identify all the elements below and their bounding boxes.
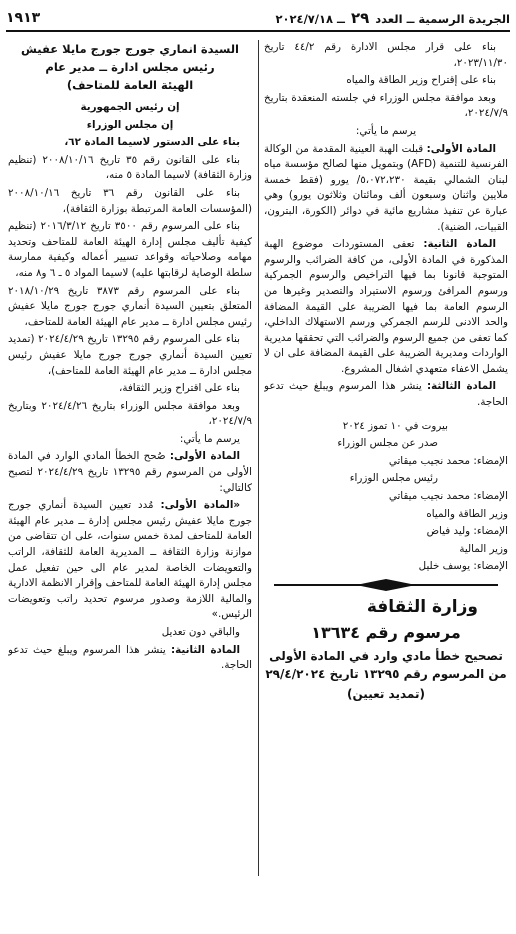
issue-number: ٢٩ [350, 9, 370, 27]
article-label: «المادة الأولى: [160, 499, 240, 512]
signature-label: الإمضاء: [473, 454, 508, 467]
article-label: المادة الأولى: [426, 142, 496, 155]
page-number: ١٩١٣ [6, 10, 41, 26]
paragraph: بناء على اقتراح وزير الثقافة، [119, 382, 240, 395]
title-line: الهيئة العامة للمتاحف) [66, 78, 194, 92]
title-line: رئيس مجلس ادارة ــ مدير عام [45, 60, 215, 74]
council-line: إن مجلس الوزراء [86, 118, 174, 131]
gazette-name: الجريدة الرسمية ــ العدد [375, 12, 510, 26]
signature [264, 454, 508, 470]
article-3 [264, 379, 508, 410]
paragraph: بناء على القانون رقم ٣٥ تاريخ ٢٠٠٨/١٠/١٦ (تنظيم وزارة الثقافة) لاسيما المادة ٥ منه، [8, 153, 252, 182]
column-divider [258, 40, 259, 876]
right-column [264, 40, 508, 926]
decree-subject-note: (تمديد تعيين) [347, 687, 425, 701]
place-date: بيروت في ١٠ تموز ٢٠٢٤ [342, 419, 448, 432]
signatory-title: رئيس مجلس الوزراء [349, 472, 438, 485]
decree-intro: يرسم ما يأتي: [179, 432, 240, 445]
remainder-line: والباقي دون تعديل [161, 626, 240, 638]
constitution-line: بناء على الدستور لاسيما المادة ٦٢، [64, 136, 240, 149]
article-2 [264, 237, 508, 377]
paragraph: بناء على القانون رقم ٣٦ تاريخ ٢٠٠٨/١٠/١٦ (المؤسسات العامة المرتبطة بوزارة الثقافة)، [8, 186, 252, 215]
paragraph: بناء على قرار مجلس الادارة رقم ٤٤/٢ تاريخ ٢٠٢٣/١١/٣٠، [264, 41, 508, 69]
article-text: مُدد تعيين السيدة أنماري جورج جورج مايلا عفيش رئيس مجلس إدارة ــ مدير عام الهيئة العامة للمتاحف لمدة خمس سنوات، على ان تتقاضى من موازنة وزارة الثقافة ــ المديرية العامة للثقافة، الراتب والتعويضات الخاصة لمدير عام الى حين تفعيل عمل مجلس إدارة الهيئة العامة للمتاحف وإقرار الانظمة الادارية والمالية اللازمة وصدور مرسوم تحديد راتب وتعويضات الرئيس.» [8, 499, 252, 621]
president-line: إن رئيس الجمهورية [80, 101, 180, 113]
decree-intro: يرسم ما يأتي: [355, 124, 417, 137]
article-label: المادة الثانية: [423, 238, 496, 251]
signature-name: وليد فياض [426, 525, 471, 538]
signature-name: محمد نجيب ميقاتي [388, 454, 471, 467]
paragraph: بناء على المرسوم رقم ٣٨٧٣ تاريخ ٢٠١٨/١٠/٢٩ المتعلق بتعيين السيدة أنماري جورج جورج مايلا عفيش رئيس مجلس ادارة ــ مدير عام الهيئة العامة للمتاحف، [8, 284, 252, 328]
paragraph: بناء على المرسوم رقم ٣٥٠٠ تاريخ ٢٠١٦/٣/١٢ (تنظيم كيفية تأليف مجلس إدارة الهيئة العامة للمتاحف وتحديد مهامه وصلاحياته وقواعد تسيير أعماله وكيفية ممارسة سلطة الوصاية لرقابتها عليه) لاسيما المواد ٥ ـ ٦ و٨ منه، [8, 220, 252, 279]
signature-name: يوسف خليل [418, 560, 471, 573]
page-header [6, 6, 510, 32]
article-text: تعفى المستوردات موضوع الهبة المذكورة في المادة الأولى، من كافة الضرائب والرسوم المتوجبة قانونا بما فيها التراخيص والرسوم الجمركية ورسوم المرافئ ورسوم الاستيراد والتصدير وغيرها من الرسوم العامة بما فيها الضريبة على القيمة المضافة والحد الادنى للرسم الجمركي ورسم الاستهلاك الداخلي، كما تعفى من جميع الرسوم والضرائب التي تحققها مديرية الواردات ومديرية الضريبة على القيمة المضافة على ان لا يشمل الاعفاء متعهدي اشغال المشروع. [264, 238, 508, 375]
signature [264, 559, 508, 575]
signatory-title: وزير المالية [459, 542, 508, 555]
article-1 [8, 449, 252, 496]
signatory-title: وزير الطاقة والمياه [426, 507, 508, 520]
article-label: المادة الثانية: [171, 643, 240, 656]
article-text: ينشر هذا المرسوم ويبلغ حيث تدعو الحاجة. [264, 380, 508, 409]
issue-date: ــ ٢٠٢٤/٧/١٨ [275, 12, 345, 26]
signature [264, 524, 508, 540]
article-text: صُحح الخطأ المادي الوارد في المادة الأولى من المرسوم رقم ١٣٢٩٥ تاريخ ٢٠٢٤/٤/٢٩ لتصبح كالتالي: [8, 450, 252, 494]
section-separator [274, 579, 498, 591]
article-1 [264, 142, 508, 236]
signature-label: الإمضاء: [473, 560, 508, 573]
paragraph: وبعد موافقة مجلس الوزراء في جلسته المنعقدة بتاريخ ٢٠٢٤/٧/٩، [264, 91, 508, 120]
article-label: المادة الثالثة: [427, 380, 496, 393]
issued-by: صدر عن مجلس الوزراء [337, 437, 438, 450]
paragraph: بناء على المرسوم رقم ١٣٢٩٥ تاريخ ٢٠٢٤/٤/٢٩ (تمديد تعيين السيدة أنماري جورج جورج مايلا عفيش رئيس مجلس ادارة ــ مدير عام الهيئة العامة للمتاحف)، [8, 333, 252, 377]
article-text: ينشر هذا المرسوم ويبلغ حيث تدعو الحاجة. [8, 643, 252, 672]
paragraph: وبعد موافقة مجلس الوزراء بتاريخ ٢٠٢٤/٤/٢٦ وبتاريخ ٢٠٢٤/٧/٩، [8, 399, 252, 428]
decree-title [8, 40, 252, 94]
decree-subject: تصحيح خطأ مادي وارد في المادة الأولى من المرسوم رقم ١٣٢٩٥ تاريخ ٢٩/٤/٢٠٢٤ [265, 649, 507, 681]
gazette-masthead [276, 9, 511, 27]
ministry-heading: وزارة الثقافة [366, 597, 478, 617]
paragraph: بناء على إقتراح وزير الطاقة والمياه [346, 74, 496, 87]
decree-number: مرسوم رقم ١٣٦٣٤ [311, 623, 461, 642]
article-2 [8, 643, 252, 674]
signature [264, 489, 508, 505]
signature-label: الإمضاء: [473, 525, 508, 538]
article-label: المادة الأولى: [169, 450, 240, 463]
article-text: قبلت الهبة العينية المقدمة من الوكالة الفرنسية للتنمية (AFD) وبتمويل منها لصالح مؤسسة مياه لبنان الشمالي بقيمة ٥،٠٧٢،٢٣٠/ يورو (فقط خمسة ملايين واثنان وسبعون ألف ومائتان وثلاثون يورو) وهي عبارة عن تنفيذ مشاريع مائية في دوائر (الكورة، البترون، القبيات، الضنية). [264, 142, 508, 233]
title-line: السيدة انماري جورج جورج مايلا عفيش [21, 42, 239, 56]
signature-label: الإمضاء: [473, 490, 508, 503]
left-column [8, 40, 252, 926]
signature-name: محمد نجيب ميقاتي [388, 490, 471, 503]
quoted-article [8, 498, 252, 623]
